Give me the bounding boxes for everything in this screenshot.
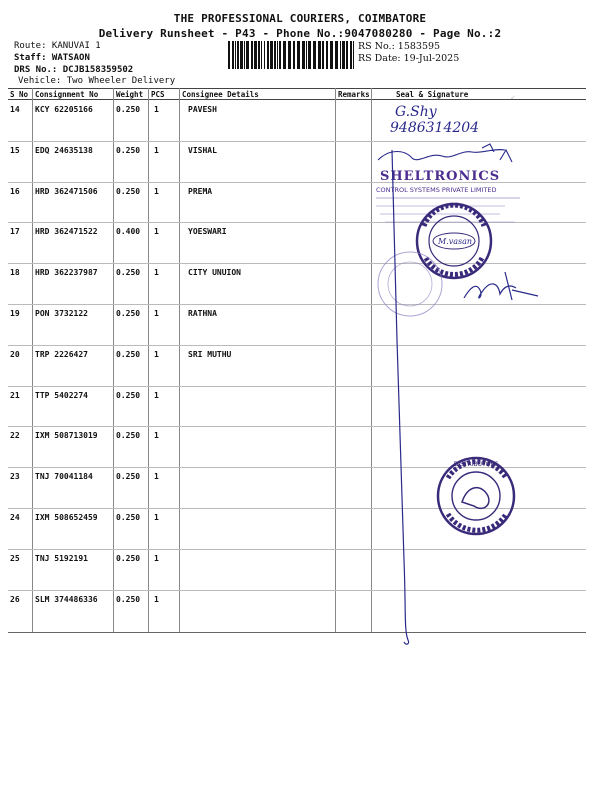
row-consignee: PAVESH — [188, 105, 217, 114]
col-header-remarks: Remarks — [338, 90, 370, 99]
row-sno: 18 — [10, 268, 20, 278]
row-pcs: 1 — [154, 145, 159, 155]
row-sno: 19 — [10, 309, 20, 318]
row-consignment-no: TRP 2226427 — [35, 349, 88, 359]
round-seal — [417, 204, 491, 278]
row-pcs: 1 — [154, 594, 159, 604]
row-consignee: RATHNA — [188, 309, 217, 318]
row-consignment-no: PON 3732122 — [35, 309, 88, 318]
row-weight: 0.250 — [116, 431, 141, 441]
row-sno: 17 — [10, 227, 20, 237]
handwriting-phone: 9486314204 — [390, 120, 480, 136]
svg-text:SHELTRONICS: SHELTRONICS — [380, 169, 501, 184]
row-pcs: 1 — [154, 309, 159, 318]
row-consignee: SRI MUTHU — [188, 349, 232, 359]
svg-text:DISTRIBUTORS: DISTRIBUTORS — [453, 461, 499, 468]
company-stamp — [376, 169, 520, 222]
handwriting-name: G.Shy — [395, 104, 437, 120]
col-header-consignment: Consignment No — [35, 90, 99, 99]
row-weight: 0.250 — [116, 186, 141, 196]
company-title: THE PROFESSIONAL COURIERS, COIMBATORE — [173, 12, 427, 25]
row-sno: 23 — [10, 472, 20, 482]
col-header-sno: S No — [10, 90, 29, 99]
row-sno: 21 — [10, 390, 20, 400]
col-header-weight: Weight — [116, 90, 144, 99]
vehicle-label: Vehicle: Two Wheeler Delivery — [18, 76, 176, 86]
row-weight: 0.250 — [116, 594, 141, 604]
svg-text:M.vasan: M.vasan — [438, 237, 473, 246]
col-header-seal-signature: Seal & Signature — [396, 90, 469, 99]
row-weight: 0.250 — [116, 309, 141, 318]
row-consignee: PREMA — [188, 186, 213, 196]
row-weight: 0.250 — [116, 268, 141, 278]
row-pcs: 1 — [154, 105, 159, 114]
row-pcs: 1 — [154, 186, 159, 196]
signature-row18 — [464, 272, 538, 300]
row-sno: 20 — [10, 349, 20, 359]
row-sno: 16 — [10, 186, 20, 196]
row-consignee: VISHAL — [188, 145, 217, 155]
ink-line — [392, 150, 409, 644]
row-sno: 25 — [10, 553, 20, 563]
row-consignment-no: EDQ 24635138 — [35, 145, 93, 155]
row-sno: 24 — [10, 513, 20, 522]
row-consignment-no: TNJ 5192191 — [35, 553, 88, 563]
row-sno: 14 — [10, 105, 20, 114]
row-consignment-no: IXM 508713019 — [35, 431, 98, 441]
rs-date: RS Date: 19-Jul-2025 — [358, 53, 460, 64]
col-header-consignee: Consignee Details — [182, 90, 259, 99]
row-consignee: CITY UNUION — [188, 268, 241, 278]
row-pcs: 1 — [154, 431, 159, 441]
distributors-seal — [438, 458, 514, 534]
drs-number: DRS No.: DCJB158359502 — [14, 65, 134, 75]
row-pcs: 1 — [154, 553, 159, 563]
row-consignment-no: TTP 5402274 — [35, 390, 88, 400]
signature-scrawl — [378, 144, 512, 162]
row-pcs: 1 — [154, 349, 159, 359]
row-sno: 15 — [10, 145, 20, 155]
row-weight: 0.250 — [116, 513, 141, 522]
route-label: Route: KANUVAI 1 — [14, 41, 101, 51]
row-weight: 0.250 — [116, 105, 141, 114]
row-consignment-no: HRD 362471506 — [35, 186, 98, 196]
row-consignment-no: HRD 362237987 — [35, 268, 98, 278]
row-consignee: YOESWARI — [188, 227, 227, 237]
row-weight: 0.250 — [116, 390, 141, 400]
svg-text:✓: ✓ — [510, 94, 516, 102]
row-weight: 0.400 — [116, 227, 141, 237]
row-weight: 0.250 — [116, 145, 141, 155]
row-consignment-no: TNJ 70041184 — [35, 472, 93, 482]
row-weight: 0.250 — [116, 349, 141, 359]
row-consignment-no: SLM 374486336 — [35, 594, 98, 604]
row-sno: 22 — [10, 431, 20, 441]
row-weight: 0.250 — [116, 553, 141, 563]
row-sno: 26 — [10, 594, 20, 604]
row-consignment-no: KCY 62205166 — [35, 105, 93, 114]
row-pcs: 1 — [154, 390, 159, 400]
col-header-pcs: PCS — [151, 90, 165, 99]
staff-label: Staff: WATSAON — [14, 53, 90, 63]
row-pcs: 1 — [154, 472, 159, 482]
rs-number: RS No.: 1583595 — [358, 41, 441, 52]
runsheet-subtitle: Delivery Runsheet - P43 - Phone No.:9047080280 - Page No.:2 — [98, 27, 502, 40]
row-weight: 0.250 — [116, 472, 141, 482]
row-pcs: 1 — [154, 227, 159, 237]
svg-text:CONTROL SYSTEMS PRIVATE LIMITE: CONTROL SYSTEMS PRIVATE LIMITED — [376, 186, 497, 194]
row-consignment-no: HRD 362471522 — [35, 227, 98, 237]
row-consignment-no: IXM 508652459 — [35, 513, 98, 522]
row-pcs: 1 — [154, 268, 159, 278]
row-pcs: 1 — [154, 513, 159, 522]
